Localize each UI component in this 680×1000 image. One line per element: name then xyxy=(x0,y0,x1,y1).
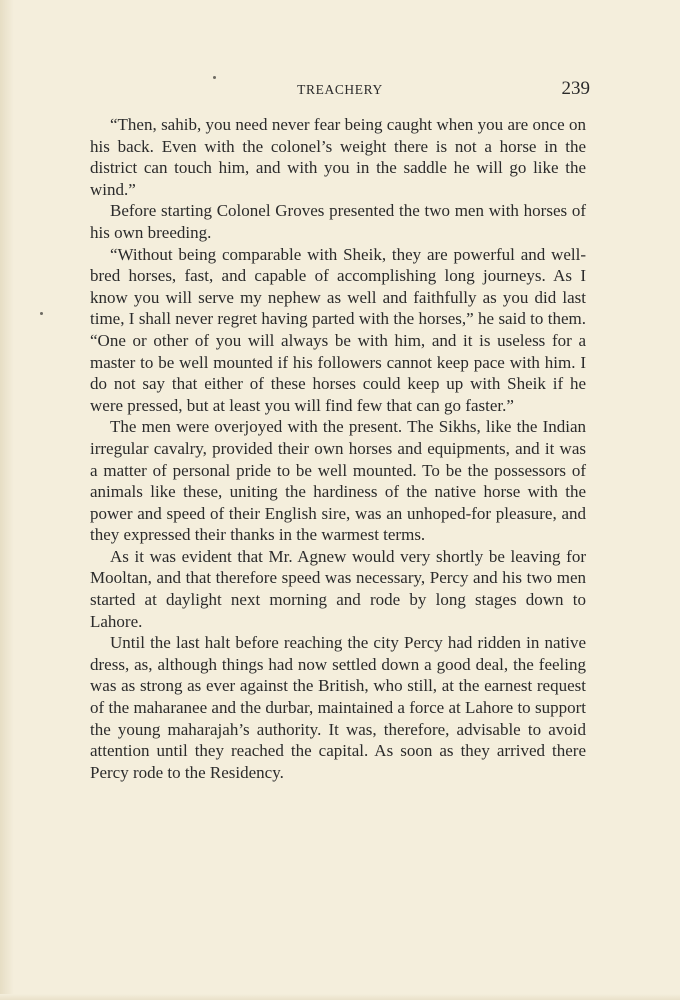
paragraph: “Then, sahib, you need never fear being caught when you are once on his back. Even with the colonel’s weight there is not a horse in the district can touch him, and with you in the saddle he will go like the wind.” xyxy=(90,115,586,199)
paragraph: Before starting Colonel Groves presented the two men with horses of his own breeding. xyxy=(90,201,586,242)
paragraph: As it was evident that Mr. Agnew would very shortly be leaving for Mooltan, and that therefore speed was necessary, Percy and his two men started at daylight next morning and rode by long stages down to Lahore. xyxy=(90,546,586,631)
page-number: 239 xyxy=(561,78,590,99)
page-bottom-edge xyxy=(0,994,680,1000)
print-speck xyxy=(213,76,216,79)
print-speck xyxy=(40,312,43,315)
page-gutter-shadow xyxy=(0,0,14,1000)
page-header xyxy=(90,78,590,100)
body-text xyxy=(90,114,586,783)
paragraph: Until the last halt before reaching the city Percy had ridden in native dress, as, although things had now settled down a good deal, the feeling was as strong as ever against the British, who still, at the earnest request of the maharanee and the durbar, maintained a force at Lahore to support the young maharajah’s authority. It was, therefore, advisable to avoid attention until they reached the capital. As soon as they arrived there Percy rode to the Residency. xyxy=(90,633,586,782)
paragraph: The men were overjoyed with the present. The Sikhs, like the Indian irregular cavalry, provided their own horses and equipments, and it was a matter of personal pride to be well mounted. To be the possessors of animals like these, uniting the hardiness of the native horse with the power and speed of their English sire, was an unhoped-for pleasure, and they expressed their thanks in the warmest terms. xyxy=(90,417,586,545)
running-head: TREACHERY xyxy=(297,82,383,97)
paragraph: “Without being comparable with Sheik, they are powerful and well-bred horses, fast, and capable of accomplishing long journeys. As I know you will serve my nephew as well and faithfully as you did last time, I shall never regret having parted with the horses,” he said to them. “One or other of you will always be with him, and it is useless for a master to be well mounted if his followers cannot keep pace with him. I do not say that either of these horses could keep up with Sheik if he were pressed, but at least you will find few that can go faster.” xyxy=(90,244,586,415)
